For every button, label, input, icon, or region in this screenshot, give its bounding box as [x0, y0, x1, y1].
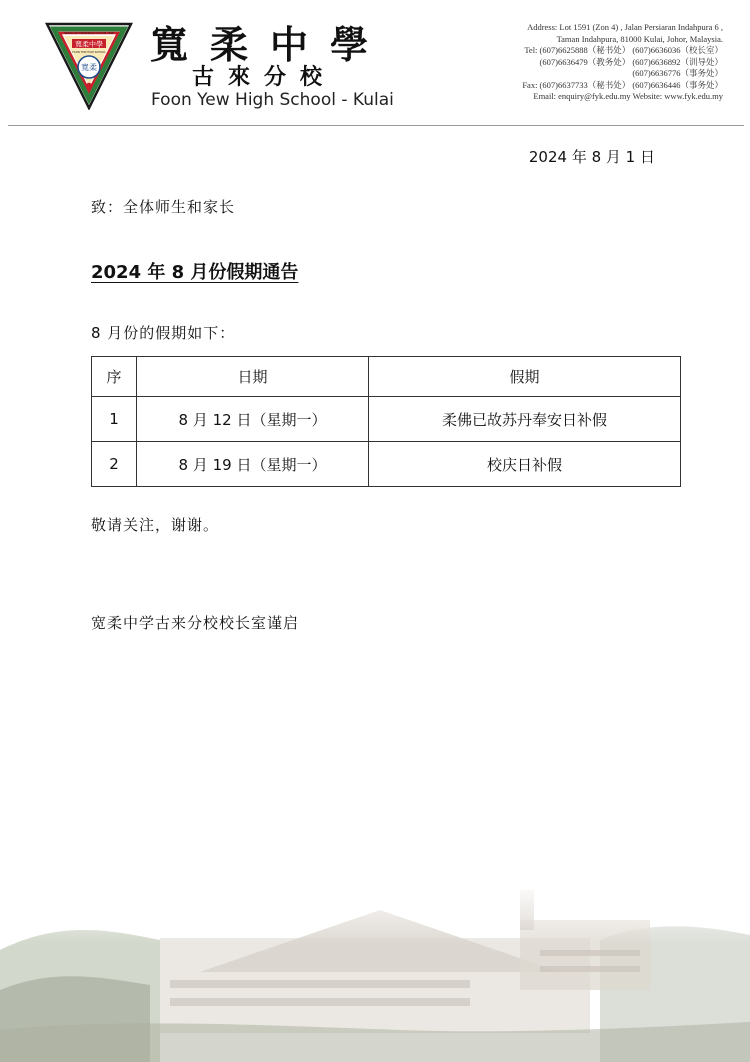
holiday-table [91, 356, 681, 487]
fax-line: Fax: (607)6637733（秘书处） (607)6636446（事务处） [522, 79, 723, 90]
signature-line: 宽柔中学古来分校校长室谨启 [91, 614, 300, 632]
table-header-row [92, 357, 681, 397]
row-date: 8 月 12 日（星期一） [137, 397, 369, 442]
tel-line: (607)6636776（事务处） [632, 68, 723, 78]
row-date: 8 月 19 日（星期一） [137, 442, 369, 487]
recipient-line: 致：全体师生和家长 [91, 198, 236, 216]
header-date: 日期 [137, 357, 369, 397]
logo-top-text: SEKOLAH MENENGAH FOON YEW [64, 31, 114, 35]
notice-title: 2024 年 8 月份假期通告 [91, 262, 299, 283]
table-row [92, 442, 681, 487]
school-name-cn: 寬柔中學 [150, 22, 391, 67]
intro-line: 8 月份的假期如下： [91, 324, 236, 342]
address-line: Address: Lot 1591 (Zon 4) , Jalan Persiaran Indahpura 6 , [527, 22, 723, 32]
email-website-line: Email: enquiry@fyk.edu.my Website: www.fyk.edu.my [533, 91, 723, 101]
school-name-en: Foon Yew High School - Kulai [151, 90, 394, 110]
header-holiday: 假期 [369, 357, 681, 397]
address-block [478, 22, 723, 103]
tel-line: (607)6636479（教务处） (607)6636892（训导处） [539, 56, 723, 67]
header-divider [8, 125, 744, 126]
tel-line: Tel: (607)6625888（秘书处） (607)6636036（校长室） [524, 45, 723, 55]
row-holiday: 校庆日补假 [369, 442, 681, 487]
logo-cn-text: 寬柔中學 [75, 40, 103, 49]
address-line: Taman Indahpura, 81000 Kulai, Johor, Malaysia. [556, 33, 723, 44]
row-index: 1 [92, 397, 137, 442]
campus-watermark-image [0, 880, 750, 1062]
row-holiday: 柔佛已故苏丹奉安日补假 [369, 397, 681, 442]
logo-seal: 寬柔 [81, 63, 97, 72]
closing-line: 敬请关注，谢谢。 [91, 516, 220, 534]
logo-sub-text: FOON YEW HIGH SCHOOL [72, 51, 106, 54]
table-row [92, 397, 681, 442]
school-logo [45, 20, 133, 110]
letter-date: 2024 年 8 月 1 日 [528, 148, 655, 166]
row-index: 2 [92, 442, 137, 487]
header-index: 序 [92, 357, 137, 397]
branch-name-cn: 古來分校 [192, 64, 337, 90]
